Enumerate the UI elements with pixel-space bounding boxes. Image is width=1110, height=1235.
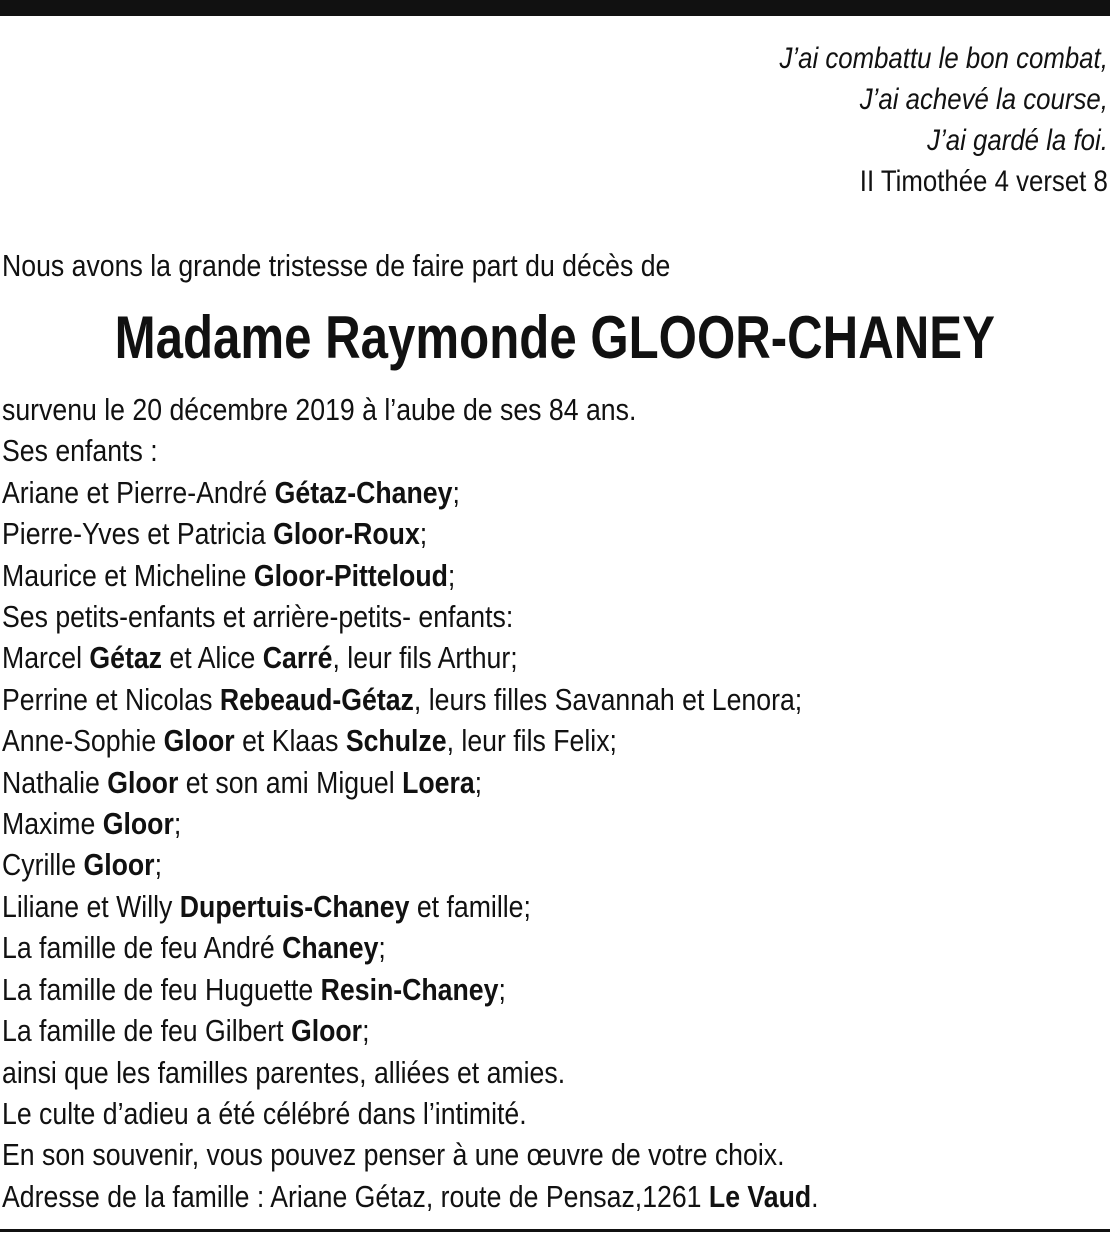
announcement-body [2,389,1077,1217]
family-name: Resin-Chaney [320,971,499,1007]
epigraph-verse: J’ai gardé la foi. [927,124,1108,157]
body-line [2,803,1077,844]
deceased-name-text: Madame Raymonde GLOOR-CHANEY [114,304,996,371]
text-segment: . [811,1178,819,1214]
body-line: Ses petits-enfants et arrière-petits- enfants: [2,599,514,635]
text-segment: ; [362,1013,370,1049]
body-line [2,886,1077,927]
family-name: Rebeaud-Gétaz [219,681,414,717]
family-name: Gloor [102,806,174,842]
family-name: Gloor [107,764,179,800]
text-segment: ; [474,764,483,800]
family-name: Dupertuis-Chaney [179,888,410,924]
text-segment: ; [154,847,162,883]
family-name: Gloor-Roux [273,516,420,552]
body-line [2,1010,1077,1051]
text-segment: Cyrille [2,847,84,883]
top-rule [0,0,1110,16]
text-segment: ; [452,474,460,510]
body-line: En son souvenir, vous pouvez penser à une œuvre de votre choix. [2,1137,785,1173]
text-segment: Pierre-Yves et Patricia [2,516,274,552]
body-line [2,1176,1077,1217]
family-name: Gloor-Pitteloud [253,557,448,593]
text-segment: Ariane et Pierre-André [2,474,275,510]
body-line [2,679,1077,720]
text-segment: et Alice [162,640,263,676]
text-segment: ; [173,806,182,842]
body-line [2,637,1077,678]
body-line [2,844,1077,885]
text-segment: et Klaas [234,723,346,759]
body-line [2,927,1077,968]
text-segment: Liliane et Willy [2,888,180,924]
family-name: Schulze [345,723,447,759]
body-line [2,762,1077,803]
body-line [2,513,1077,554]
text-segment: ; [447,557,456,593]
bottom-rule [0,1229,1110,1232]
text-segment: et famille; [409,888,531,924]
text-segment: Nathalie [2,764,108,800]
family-name: Carré [262,640,333,676]
family-name: Chaney [282,930,379,966]
text-segment: La famille de feu André [2,930,283,966]
deceased-name [0,300,1110,376]
text-segment: Marcel [2,640,90,676]
text-segment: La famille de feu Gilbert [2,1013,291,1049]
text-segment: La famille de feu Huguette [2,971,321,1007]
family-name: Gloor [290,1013,363,1049]
body-line [2,472,1077,513]
body-line [2,720,1077,761]
text-segment: Maurice et Micheline [2,557,254,593]
family-name: Gétaz-Chaney [274,474,453,510]
text-segment: , leur fils Arthur; [332,640,518,676]
body-line [2,969,1077,1010]
body-line: ainsi que les familles parentes, alliées et amies. [2,1054,566,1090]
body-line: Le culte d’adieu a été célébré dans l’intimité. [2,1095,527,1131]
text-segment: Maxime [2,806,103,842]
announcement-intro: Nous avons la grande tristesse de faire part du décès de [2,248,671,283]
family-name: Gloor [83,847,155,883]
text-segment: Perrine et Nicolas [2,681,220,717]
text-segment: et son ami Miguel [178,764,403,800]
body-line: Ses enfants : [2,433,158,469]
text-segment: ; [498,971,506,1007]
epigraph-reference: II Timothée 4 verset 8 [859,165,1108,198]
family-name: Gloor [163,723,235,759]
epigraph-verse: J’ai combattu le bon combat, [779,42,1108,75]
place-name: Le Vaud [708,1178,812,1214]
epigraph [780,38,1108,202]
text-segment: , leurs filles Savannah et Lenora; [413,681,803,717]
epigraph-verse: J’ai achevé la course, [859,83,1108,116]
text-segment: Adresse de la famille : Ariane Gétaz, route de Pensaz,1261 [2,1178,709,1214]
body-line [2,555,1077,596]
text-segment: Anne-Sophie [2,723,164,759]
family-name: Gétaz [89,640,163,676]
text-segment: ; [378,930,386,966]
body-line: survenu le 20 décembre 2019 à l’aube de ses 84 ans. [2,392,637,427]
text-segment: , leur fils Felix; [446,723,617,759]
text-segment: ; [419,516,428,552]
family-name: Loera [402,764,475,800]
